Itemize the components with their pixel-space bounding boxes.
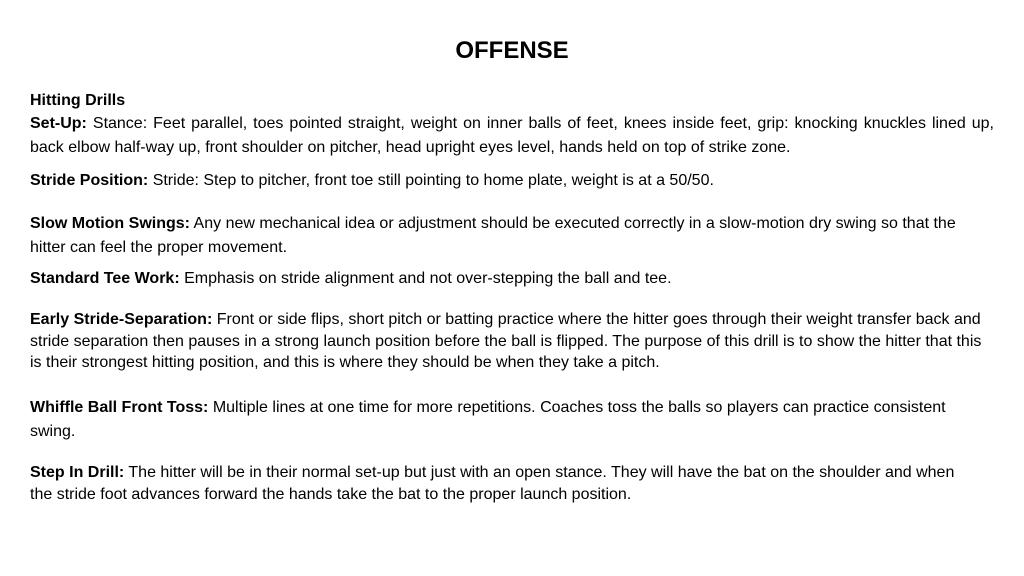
drill-text: Any new mechanical idea or adjustment should be executed correctly in a slow-motion dry swing so that the hitter can feel the proper movement.	[30, 215, 956, 256]
drill-text: Multiple lines at one time for more repetitions. Coaches toss the balls so players can practice consistent swing.	[30, 399, 946, 440]
drill-standard-tee-work	[30, 268, 994, 290]
drill-label: Set-Up:	[30, 115, 87, 132]
drill-text: The hitter will be in their normal set-up but just with an open stance. They will have the bat on the shoulder and when the stride foot advances forward the hands take the bat to the proper launch position.	[30, 464, 955, 503]
drill-text: Stance: Feet parallel, toes pointed straight, weight on inner balls of feet, knees inside feet, grip: knocking knuckles lined up, back elbow half-way up, front shoulder on pitcher, head upright eyes level, hands held on top of strike zone.	[30, 115, 994, 156]
drill-early-stride-separation	[30, 309, 994, 374]
drill-set-up	[30, 112, 994, 160]
drill-label: Standard Tee Work:	[30, 270, 180, 287]
drill-slow-motion-swings	[30, 212, 970, 259]
drill-label: Early Stride-Separation:	[30, 311, 213, 328]
page-title: OFFENSE	[455, 37, 569, 64]
drill-label: Slow Motion Swings:	[30, 215, 190, 232]
drill-step-in-drill	[30, 462, 980, 505]
drill-text: Stride: Step to pitcher, front toe still pointing to home plate, weight is at a 50/50.	[152, 172, 714, 189]
drill-stride-position	[30, 170, 994, 192]
drill-label: Whiffle Ball Front Toss:	[30, 399, 209, 416]
drill-text: Emphasis on stride alignment and not over-stepping the ball and tee.	[184, 270, 672, 287]
section-heading: Hitting Drills	[30, 92, 126, 109]
drill-text: Front or side flips, short pitch or batting practice where the hitter goes through their weight transfer back and stride separation then pauses in a strong launch position before the ball is flipped. The purpose of this drill is to show the hitter that this is their strongest hitting position, and this is where they should be when they take a pitch.	[30, 311, 982, 371]
drill-label: Step In Drill:	[30, 464, 125, 481]
drill-whiffle-ball-front-toss	[30, 396, 960, 443]
drill-label: Stride Position:	[30, 172, 149, 189]
